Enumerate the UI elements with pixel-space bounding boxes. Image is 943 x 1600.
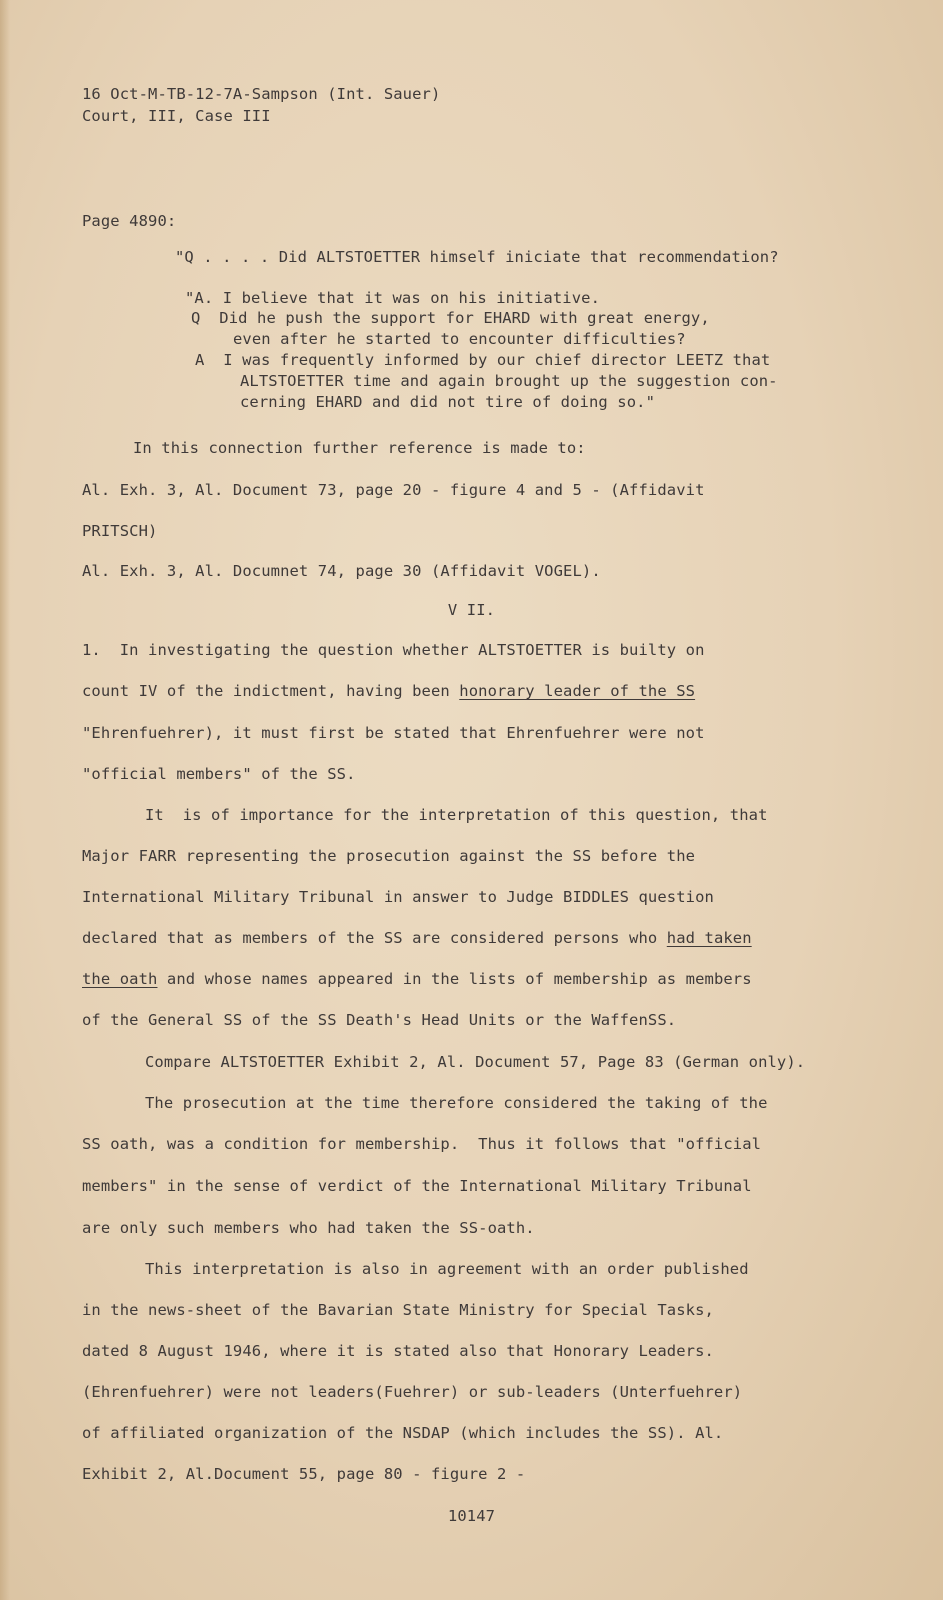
para1-line-3: "Ehrenfuehrer), it must first be stated that Ehrenfuehrer were not: [82, 724, 705, 742]
para3-line-2: SS oath, was a condition for membership. Thus it follows that "official: [82, 1135, 762, 1153]
quote-answer-2-line-1: A I was frequently informed by our chief director LEETZ that: [195, 351, 771, 369]
underlined-phrase-honorary-leader: honorary leader of the SS: [459, 682, 696, 700]
para4-line-1: This interpretation is also in agreement with an order published: [145, 1260, 749, 1278]
para2-line-6: of the General SS of the SS Death's Head Units or the WaffenSS.: [82, 1011, 677, 1029]
section-heading: V II.: [447, 601, 496, 619]
para2-line-2: Major FARR representing the prosecution against the SS before the: [82, 847, 696, 865]
quote-question-2-line-2: even after he started to encounter difficulties?: [233, 330, 686, 348]
quote-answer-2-line-2: ALTSTOETTER time and again brought up the suggestion con-: [240, 372, 778, 390]
para4-line-2: in the news-sheet of the Bavarian State Ministry for Special Tasks,: [82, 1301, 714, 1319]
para4-line-6: Exhibit 2, Al.Document 55, page 80 - figure 2 -: [82, 1465, 526, 1483]
compare-reference: Compare ALTSTOETTER Exhibit 2, Al. Document 57, Page 83 (German only).: [145, 1053, 806, 1071]
para2-line-1: It is of importance for the interpretation of this question, that: [145, 806, 768, 824]
para4-line-4: (Ehrenfuehrer) were not leaders(Fuehrer) or sub-leaders (Unterfuehrer): [82, 1383, 743, 1401]
header-line-1: 16 Oct-M-TB-12-7A-Sampson (Int. Sauer): [82, 85, 441, 103]
header-line-2: Court, III, Case III: [82, 107, 271, 125]
reference-intro: In this connection further reference is made to:: [133, 439, 586, 457]
para4-line-5: of affiliated organization of the NSDAP (which includes the SS). Al.: [82, 1424, 724, 1442]
para1-line-2: [82, 681, 695, 701]
para2-line-5-text: and whose names appeared in the lists of membership as members: [157, 970, 752, 988]
page-reference: Page 4890:: [82, 212, 177, 230]
para3-line-3: members" in the sense of verdict of the International Military Tribunal: [82, 1177, 752, 1195]
underlined-phrase-the-oath: the oath: [82, 970, 158, 988]
para2-line-4-text: declared that as members of the SS are considered persons who: [82, 929, 667, 947]
quote-question-1: "Q . . . . Did ALTSTOETTER himself iniciate that recommendation?: [175, 248, 779, 266]
para3-line-4: are only such members who had taken the SS-oath.: [82, 1219, 535, 1237]
page-number: 10147: [447, 1507, 496, 1525]
reference-2: Al. Exh. 3, Al. Documnet 74, page 30 (Affidavit VOGEL).: [82, 562, 601, 580]
quote-question-2-line-1: Q Did he push the support for EHARD with great energy,: [191, 309, 710, 327]
para1-line-2-text: count IV of the indictment, having been: [82, 682, 460, 700]
para1-line-4: "official members" of the SS.: [82, 765, 356, 783]
reference-1-line-2: PRITSCH): [82, 522, 158, 540]
quote-answer-2-line-3: cerning EHARD and did not tire of doing so.": [240, 393, 655, 411]
para3-line-1: The prosecution at the time therefore considered the taking of the: [145, 1094, 768, 1112]
underlined-phrase-had-taken: had taken: [666, 929, 752, 947]
para4-line-3: dated 8 August 1946, where it is stated also that Honorary Leaders.: [82, 1342, 714, 1360]
para2-line-4: [82, 928, 752, 948]
para2-line-5: [82, 969, 752, 989]
para1-line-1: 1. In investigating the question whether ALTSTOETTER is builty on: [82, 641, 705, 659]
reference-1-line-1: Al. Exh. 3, Al. Document 73, page 20 - figure 4 and 5 - (Affidavit: [82, 481, 705, 499]
quote-answer-1: "A. I believe that it was on his initiative.: [185, 289, 600, 307]
para2-line-3: International Military Tribunal in answer to Judge BIDDLES question: [82, 888, 714, 906]
